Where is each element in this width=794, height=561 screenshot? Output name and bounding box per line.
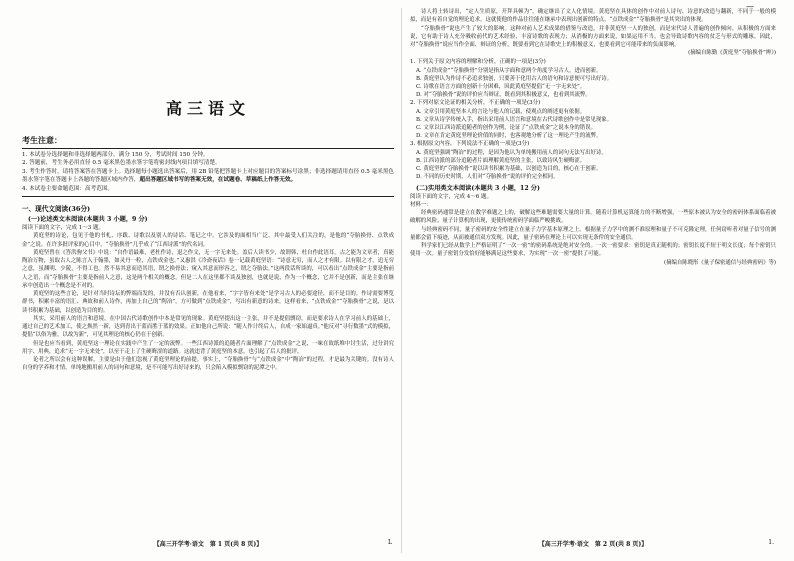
answer-option: A. 黄庭坚强调“陶冶”的过程，是因为他认为单纯搬用前人的词句无法写出好诗。 <box>416 149 607 156</box>
instruction-text: 阅读下面的文字，完成 4～6 题。 <box>410 193 492 200</box>
notice-emphasis: 超出答题区域书写的答案无效，在试题卷、草稿纸上作答无效。 <box>139 177 297 184</box>
question-stem: 3. 根据原文内容，下列说法不正确的一项是(3分) <box>410 141 530 148</box>
footer-text: 【高三开学考·语文 第 1 页(共 8 页)】 <box>153 541 263 548</box>
passage-paragraph: “夺胎换骨”说也产生了较大的影响。这种对前人艺术成果的借鉴与改造，并非黄庭坚一人的独创，而是宋代诗人普遍的创作倾向。从积极的方面来说，它有助于诗人充分吸收前代的艺术经验，丰富诗歌的表现力；从消极的方面来说，如果运用不当，也会导致诗歌内容的贫乏与形式的雕琢。因此，对“夺胎换骨”说应当作全面、辩证的分析，既要看到它在诗歌史上的积极意义，也要看到它可能带来的负面影响。 <box>410 25 776 48</box>
passage-paragraph: 论者之所以会有这种误解，主要是由于他们忽视了黄庭坚理论的前提。事实上，“夺胎换骨”与“点铁成金”中“陶冶”的过程，才是最为关键的。没有诗人自身的学养和才情，单纯地搬用前人的词句和意境，是不可能写出好诗来的，只会陷入模拟剽窃的泥潭之中。 <box>22 357 394 372</box>
instruction-text: 阅读下面的文字，完成 1～3 题。 <box>22 225 104 232</box>
answer-option: D. 不同的历史时期，人们对“夺胎换骨”说的评价完全相同。 <box>416 174 559 181</box>
page-mark: 1. <box>768 539 774 546</box>
passage-paragraph: 经典密码通常是建立在数学难题之上的，破解这些难题需要大量的计算。随着计算机运算能力的不断增强，一些原本被认为安全的密码体系面临着被破解的风险。量子计算机的出现，更使传统密码学面临严峻挑战。 <box>410 210 776 225</box>
right-page <box>410 8 776 553</box>
passage-paragraph: 黄庭坚的诗论，包见于他的书札、序跋、诗歌以及别人的诗话、笔记之中，它涉及的面相当广泛，其中最受人们关注的，是他的“夺胎换骨、点铁成金”之说。在许多批评家的心目中，“夺胎换骨”几乎成了“江西诗派”的代名词。 <box>22 233 394 248</box>
footer-text: 【高三开学考·语文 第 2 页(共 8 页)】 <box>538 541 648 548</box>
answer-option: C. 诗歌在语言方面的创新十分困难，因此黄庭坚提倡“无一字无来处”。 <box>416 83 586 90</box>
answer-option: C. 黄庭坚的“夺胎换骨”说以读书积累为基础，以创造为目的，核心在于创新。 <box>416 166 602 173</box>
source-citation: (摘编自陈勤《黄庭坚“夺胎换骨”辨》) <box>688 50 776 57</box>
notice-heading: 考生注意： <box>22 135 62 145</box>
subsection-heading: (一)论述类文本阅读(本题共 3 小题，9 分) <box>28 216 148 224</box>
page-footer <box>410 539 776 549</box>
passage-paragraph: 其实，采用前人的语言和意境，在中国古代诗歌创作中本是常见的现象。黄庭坚提出这一主张，并不是提倡剽窃，而是要求诗人在学习前人的基础上，通过自己的艺术加工，使之焕然一新，达到青出于蓝而胜于蓝的效果。正如他自己所说：“随人作计终后人，自成一家始逼真。”他反对“寻行数墨”式的模拟，提倡“以俗为雅，以故为新”，可见其理论的核心仍在于创新。 <box>22 315 394 339</box>
passage-paragraph: 科学家们已经从数学上严格证明了“一次一密”的密码系统是绝对安全的。一次一密要求：密钥是真正随机的；密钥长度不短于明文长度；每个密钥只使用一次。量子密钥分发恰好能够满足这些要求，为实现“一次一密”提供了可能。 <box>410 243 776 258</box>
notice-item-2: 2. 答题前，考生务必用直径 0.5 毫米黑色墨水签字笔将密封线内项目填写清楚。 <box>22 160 221 167</box>
answer-option: D. 对“夺胎换骨”说的评价应当辩证，既看到其积极意义，也看到其流弊。 <box>416 92 591 99</box>
answer-option: C. 文章以江西诗派追随者的创作为例，论证了“点铁成金”之说本身的错误。 <box>416 125 596 132</box>
answer-option: B. 黄庭坚认为作诗不必追求独创，只要善于化用古人的语句和诗意便可写出好诗。 <box>416 75 613 82</box>
passage-paragraph: 黄庭坚曾在《答洪驹父书》中说：“自作语最难，老杜作诗，退之作文，无一字无来处。盖后人读书少，故谓韩、杜自作此语耳。古之能为文章者，真能陶冶万物，虽取古人之陈言入于翰墨，如灵丹一粒，点铁成金也。”又惠洪《冷斋夜话》卷一记载黄庭坚语：“诗意无穷，而人之才有限。以有限之才，追无穷之意，虽渊明、少陵，不得工也。然不易其意而造其语，谓之换骨法；窥入其意而形容之，谓之夺胎法。”这两段话所谈的，可以看出“点铁成金”主要是指前人之语，而“夺胎换骨”主要是指前人之意，这是两个相关的概念。但是二人在这里都不谈及独创，也就是说，作为一个概念，它并不是创新，而是主张在继承中创造出一个概念是不对的。 <box>22 249 394 289</box>
passage-paragraph: 与经典密码不同，量子密码的安全性建立在量子力学基本原理之上。根据量子力学中的测不准原理和量子不可克隆定理，任何窃听者对量子信号的测量都会留下痕迹，从而被通信双方发现。因此，量子密码在理论上可以实现无条件的安全通信。 <box>410 226 776 241</box>
page-title: 高三语文 <box>165 99 250 118</box>
answer-option: A. 文章引用黄庭坚本人的言论与他人的记载，使观点的阐述更有依据。 <box>416 108 586 115</box>
question-stem: 2. 下列对原文论证的相关分析，不正确的一项是(3分) <box>410 100 541 107</box>
answer-option: A. “点铁成金”“夺胎换骨”分别是指从字面和意两个角度学习古人，进而创新。 <box>416 67 602 74</box>
subsection-heading: (二)实用类文本阅读(本题共 3 小题，12 分) <box>416 184 540 192</box>
passage-paragraph: 但是也应当看到，黄庭坚这一理论在实践中产生了一定的流弊。一些江西诗派的追随者片面理解了“点铁成金”之说，一味在故纸堆中讨生活，过分讲究用字、用典，追求“无一字无来处”，以至于走上了生硬晦涩的道路。这就违背了黄庭坚的本意，也引起了后人的批评。 <box>22 340 394 355</box>
answer-option: D. 文章在肯定黄庭坚理论价值的同时，也客观地分析了这一理论产生的流弊。 <box>416 133 602 140</box>
answer-option: B. 文章从诗学传统入手，指出采用前人语言和意境在古代诗歌创作中是常见现象。 <box>416 116 613 123</box>
notice-item-1: 1. 本试卷分选择题和非选择题两部分。满分 150 分，考试时间 150 分钟。 <box>22 152 209 158</box>
material-label: 材料一： <box>410 201 433 208</box>
page-mark: L <box>388 539 392 546</box>
section-heading: 一、现代文阅读(36分) <box>22 205 91 214</box>
source-citation: (摘编自陈晓彤《量子保密通信与经典密码》等) <box>663 259 776 266</box>
passage-paragraph: 诗人将士转诗出，“定人生质原，开拜具顿为”，确定继出了文人化情境。黄庭坚在具体的创作中对前人诗句、诗意的改造与翻新，不同于一般的模拟，而是有着自觉的理论追求，这就使他的作品往往能在继承中表现出创新的特点，“点铁成金”“夺胎换骨”是其突出的体现。 <box>410 9 776 24</box>
fold-mark: — <box>746 2 754 11</box>
answer-option: B. 江西诗派的部分追随者片面理解黄庭坚的主张，以致诗风生硬晦涩。 <box>416 157 586 164</box>
column-divider <box>401 8 402 553</box>
notice-item-4: 4. 本试卷主要命题范围：高考范围。 <box>22 185 114 192</box>
passage-paragraph: 黄庭坚的这些言论，是针对当时诗坛的弊端而发的，并没有否认创新，在他看来，“字字皆有来处”是学习古人的必要途径，而不是目的。作诗需要博览群书，积累丰富的语汇、典故和前人诗作，再加上自己的“陶冶”，方可做到“点铁成金”，写出有新意的诗来。这样看来，“点铁成金”“夺胎换骨”之说，是以读书积累为基础，以创造为目的的。 <box>22 291 394 314</box>
notice-box <box>22 148 394 197</box>
page-footer <box>22 539 394 549</box>
question-stem: 1. 下列关于原文内容的理解和分析，正确的一项是(3分) <box>410 59 546 66</box>
left-page <box>22 8 394 553</box>
notice-item-3: 3. 考生作答时，请将答案答在答题卡上。选择题每小题选出答案后，用 2B 铅笔把答题卡上对应题目的答案标号涂黑；非选择题请用直径 0.5 毫米黑色墨水签字笔在答题卡上各题的答题区域内作答，超出答题区域书写的答案无效，在试题卷、草稿纸上作答无效。 <box>22 168 394 184</box>
